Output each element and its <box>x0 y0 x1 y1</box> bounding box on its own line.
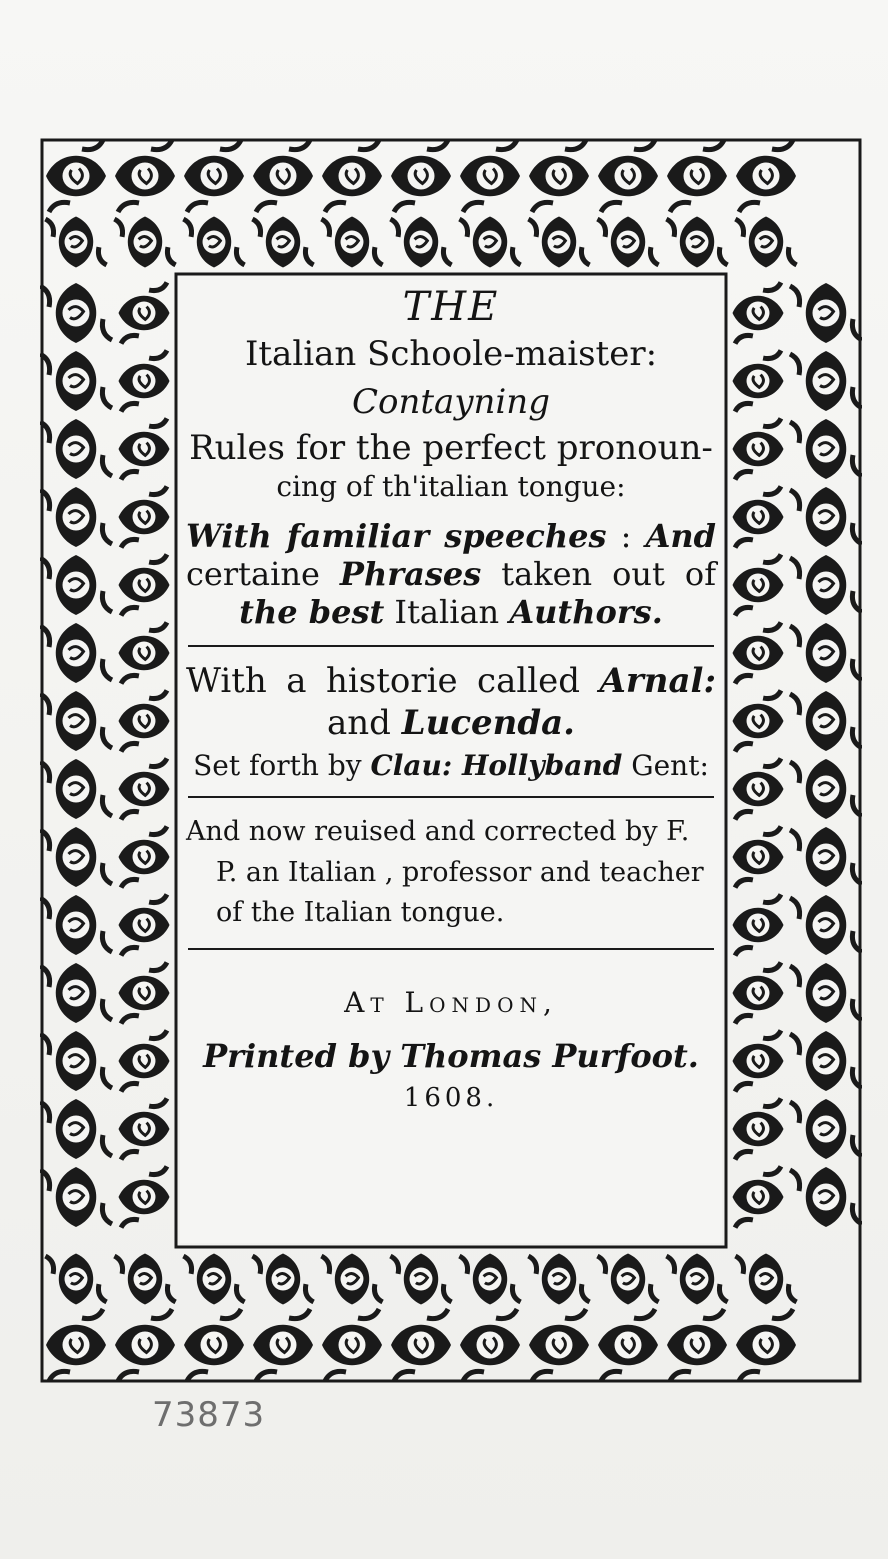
set-forth-line: Set forth by Clau: Hollyband Gent: <box>193 749 709 782</box>
ornamental-border <box>40 138 862 1383</box>
tongue-line: of the Italian tongue. <box>216 897 505 928</box>
familiar-line: With familiar speeches : And <box>186 517 717 555</box>
title-block <box>180 278 722 1243</box>
title-contayning: Contayning <box>352 382 550 422</box>
lucenda-line: and Lucenda. <box>326 703 576 743</box>
title-the: THE <box>402 284 500 330</box>
title-main: Italian Schoole-maister: <box>244 334 658 374</box>
rules-line: Rules for the perfect pronoun- <box>189 428 713 468</box>
divider-rule <box>188 645 714 647</box>
phrases-line: certaine Phrases taken out of <box>186 555 717 593</box>
revised-line: And now reuised and corrected by F. <box>186 816 690 847</box>
catalog-number: 73873 <box>152 1395 266 1435</box>
authors-line: the best Italian Authors. <box>239 593 663 631</box>
professor-line: P. an Italian , professor and teacher <box>216 856 704 888</box>
cing-line: cing of th'italian tongue: <box>276 470 626 503</box>
divider-rule <box>188 948 714 950</box>
divider-rule <box>188 796 714 798</box>
imprint-place: At London, <box>344 985 558 1019</box>
imprint-printer: Printed by Thomas Purfoot. <box>203 1036 699 1075</box>
imprint-year: 1608. <box>403 1082 499 1113</box>
historie-line: With a historie called Arnal: <box>186 661 716 701</box>
